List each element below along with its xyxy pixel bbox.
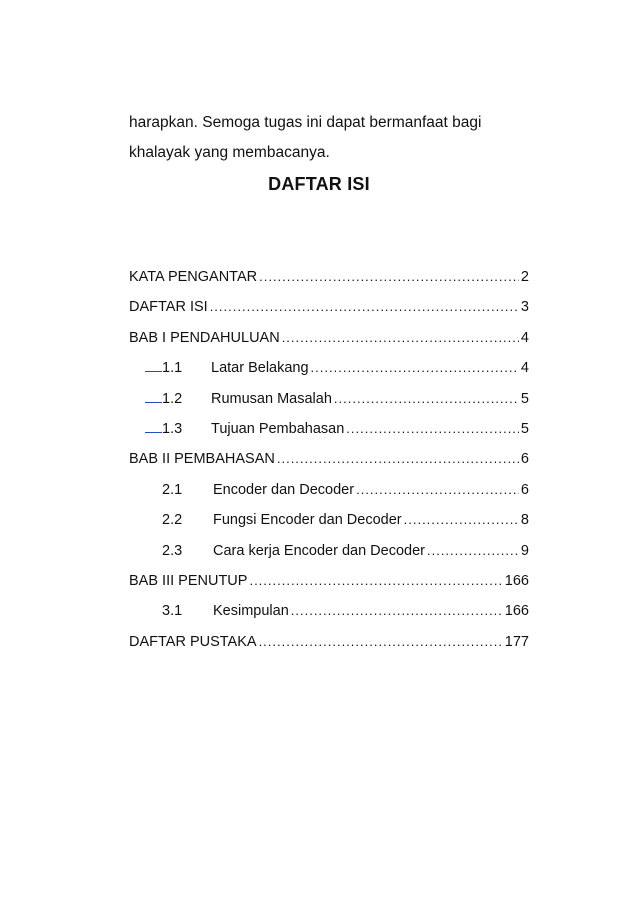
toc-entry-number — [145, 384, 211, 414]
toc-entry-number — [145, 353, 211, 383]
toc-entry-daftar-pustaka[interactable] — [129, 627, 529, 657]
toc-entry-label: Cara kerja Encoder dan Decoder — [213, 542, 425, 559]
intro-line: khalayak yang membacanya. — [129, 144, 330, 161]
toc-entry-page: 166 — [504, 603, 529, 620]
toc-entry-page: 5 — [520, 420, 529, 437]
toc-entry-label: DAFTAR PUSTAKA — [129, 633, 257, 650]
toc-leader-dots — [282, 323, 519, 353]
toc-leader-dots — [259, 262, 519, 292]
toc-entry-label: Fungsi Encoder dan Decoder — [213, 512, 402, 529]
toc-entry-number — [145, 414, 211, 444]
toc-leader-dots — [346, 414, 519, 444]
toc-leader-dots — [277, 444, 519, 474]
toc-leader-dots — [356, 475, 519, 505]
toc-entry-number-text: 1.1 — [162, 360, 183, 377]
toc-leader-dots — [404, 505, 519, 535]
toc-entry-label: KATA PENGANTAR — [129, 269, 258, 285]
toc-entry-number: 3.1 — [162, 603, 183, 620]
numbering-underline — [145, 359, 162, 372]
toc-entry-daftar-isi[interactable] — [129, 292, 529, 322]
toc-entry-2-1[interactable] — [129, 475, 529, 505]
toc-entry-page: 9 — [520, 542, 529, 559]
toc-entry-page: 4 — [520, 329, 529, 346]
toc-entry-bab-1[interactable] — [129, 323, 529, 353]
intro-line: harapkan. Semoga tugas ini dapat bermanfaat bagi — [129, 114, 482, 131]
toc-title: DAFTAR ISI — [268, 174, 370, 194]
toc-entry-label: DAFTAR ISI — [129, 299, 208, 316]
toc-entry-label: Rumusan Masalah — [211, 390, 332, 407]
toc-entry-bab-2[interactable] — [129, 444, 529, 474]
toc-entry-page: 6 — [520, 481, 529, 498]
toc-entry-1-1[interactable] — [129, 353, 529, 383]
toc-entry-page: 177 — [504, 633, 529, 650]
toc-entry-page: 5 — [520, 390, 529, 407]
toc-entry-label: Encoder dan Decoder — [213, 481, 355, 498]
toc-entry-number: 2.2 — [162, 512, 183, 529]
toc-entry-3-1[interactable] — [129, 596, 529, 626]
toc-entry-number-text: 1.2 — [162, 390, 183, 407]
table-of-contents — [129, 262, 529, 657]
toc-leader-dots — [259, 627, 503, 657]
toc-entry-1-3[interactable] — [129, 414, 529, 444]
toc-entry-number: 2.1 — [162, 481, 183, 498]
toc-entry-number: 2.3 — [162, 542, 183, 559]
toc-leader-dots — [249, 566, 502, 596]
toc-entry-bab-3[interactable] — [129, 566, 529, 596]
toc-entry-label: BAB III PENUTUP — [129, 572, 248, 589]
toc-leader-dots — [427, 536, 519, 566]
toc-entry-label: Kesimpulan — [213, 603, 289, 620]
toc-entry-page: 6 — [520, 451, 529, 468]
toc-entry-label: Tujuan Pembahasan — [211, 420, 345, 437]
toc-entry-page: 8 — [520, 512, 529, 529]
numbering-underline — [145, 420, 162, 433]
toc-entry-page: 3 — [520, 299, 529, 316]
toc-entry-page: 166 — [504, 572, 529, 589]
toc-entry-page: 4 — [520, 360, 529, 377]
toc-entry-label: Latar Belakang — [211, 360, 309, 377]
toc-entry-label: BAB I PENDAHULUAN — [129, 329, 280, 346]
toc-leader-dots — [210, 292, 519, 322]
toc-leader-dots — [291, 596, 503, 626]
toc-entry-2-3[interactable] — [129, 536, 529, 566]
numbering-underline — [145, 390, 162, 403]
intro-paragraph — [129, 108, 549, 168]
toc-entry-label: BAB II PEMBAHASAN — [129, 451, 275, 468]
toc-entry-page: 2 — [520, 269, 529, 285]
toc-entry-2-2[interactable] — [129, 505, 529, 535]
toc-leader-dots — [334, 384, 519, 414]
toc-entry-number-text: 1.3 — [162, 420, 183, 437]
toc-leader-dots — [311, 353, 519, 383]
toc-entry-1-2[interactable] — [129, 384, 529, 414]
toc-entry-kata-pengantar[interactable] — [129, 262, 529, 292]
